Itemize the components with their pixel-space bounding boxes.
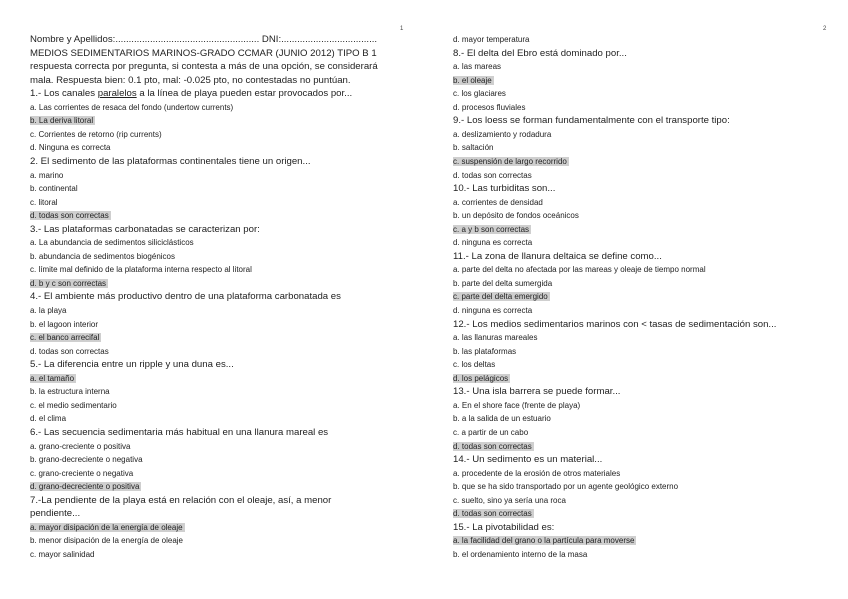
line-text: a. deslizamiento y rodadura <box>453 129 552 139</box>
line-text: b. menor disipación de la energía de oleaje <box>30 536 183 546</box>
line-text: a. la playa <box>30 306 67 315</box>
highlighted-correct-answer: d. b y c son correctas <box>30 278 107 288</box>
line-text: a. procedente de la erosión de otros materiales <box>453 468 621 478</box>
line-text: d. todas son correctas <box>30 346 109 356</box>
answer-option <box>453 61 501 73</box>
line-text: 3.- Las plataformas carbonatadas se caracterizan por: <box>30 223 260 235</box>
line-text: d. mayor temperatura <box>453 35 530 44</box>
answer-option <box>453 413 551 425</box>
line-text: 14.- Un sedimento es un material... <box>453 454 603 466</box>
answer-option <box>453 142 493 154</box>
highlighted-correct-answer: d. todas son correctas <box>30 211 109 221</box>
line-text: a. La abundancia de sedimentos siliciclásticos <box>30 238 194 248</box>
highlighted-correct-answer: b. el oleaje <box>453 75 492 85</box>
answer-option <box>453 535 636 547</box>
line-text: b. las plataformas <box>453 346 517 356</box>
answer-option <box>30 237 194 249</box>
line-text: d. ninguna es correcta <box>453 306 533 315</box>
answer-option <box>30 400 117 412</box>
line-text: 10.- Las turbiditas son... <box>453 183 556 195</box>
line-text: a. Las corrientes de resaca del fondo (undertow currents) <box>30 102 234 112</box>
answer-option <box>453 481 678 493</box>
question-line <box>30 359 234 371</box>
question-line <box>30 427 328 439</box>
line-text: respuesta correcta por pregunta, si contesta a más de una opción, se considerará <box>30 61 378 73</box>
line-text: b. el ordenamiento interno de la masa <box>453 549 588 559</box>
answer-option <box>30 142 111 154</box>
answer-option <box>453 129 551 141</box>
line-text: d. Ninguna es correcta <box>30 143 111 153</box>
answer-option <box>453 170 532 182</box>
line-text: 9.- Los loess se forman fundamentalmente con el transporte tipo: <box>453 115 730 127</box>
highlighted-correct-answer: d. todas son correctas <box>453 441 532 451</box>
answer-option <box>30 386 110 398</box>
answer-option <box>30 535 183 547</box>
question-line <box>30 48 377 60</box>
question-line <box>453 522 554 534</box>
highlighted-correct-answer: c. el banco arrecifal <box>30 333 100 343</box>
highlighted-correct-answer: b. La deriva litoral <box>30 116 94 126</box>
answer-option <box>453 88 506 100</box>
line-text: a. marino <box>30 170 64 180</box>
line-text: b. grano-decreciente o negativa <box>30 455 143 465</box>
line-text: d. todas son correctas <box>453 170 532 180</box>
answer-option <box>30 251 175 263</box>
answer-option <box>30 413 66 425</box>
answer-option <box>453 346 516 358</box>
question-line <box>453 454 602 466</box>
question-line <box>453 183 555 195</box>
line-text: a. las mareas <box>453 62 502 72</box>
question-line <box>30 508 80 520</box>
answer-option <box>453 197 543 209</box>
line-text: 8.- El delta del Ebro está dominado por... <box>453 47 627 59</box>
question-line <box>30 34 377 46</box>
question-line <box>453 251 662 263</box>
answer-option <box>30 197 58 209</box>
answer-option <box>453 427 528 439</box>
answer-option <box>453 278 552 290</box>
line-text: d. ninguna es correcta <box>453 238 533 248</box>
line-text: b. que se ha sido transportado por un agente geológico externo <box>453 482 679 492</box>
question-text: 1.- Los canales <box>30 88 98 100</box>
underlined-word: paralelos <box>97 88 137 100</box>
highlighted-correct-answer: d. grano-decreciente o positiva <box>30 482 140 492</box>
answer-option <box>453 373 510 385</box>
answer-option <box>30 468 133 480</box>
line-text: c. Corrientes de retorno (rip currents) <box>30 129 162 139</box>
answer-option <box>453 210 579 222</box>
question-line <box>453 48 627 60</box>
answer-option <box>30 170 63 182</box>
highlighted-correct-answer: c. suspensión de largo recorrido <box>453 156 567 166</box>
answer-option <box>453 549 587 561</box>
answer-option <box>30 264 252 276</box>
question-line <box>30 156 311 168</box>
line-text: 5.- La diferencia entre un ripple y una duna es... <box>30 359 234 371</box>
highlighted-correct-answer: a. el tamaño <box>30 373 75 383</box>
answer-option <box>30 454 143 466</box>
answer-option <box>453 359 495 371</box>
answer-option <box>453 75 494 87</box>
answer-option <box>30 373 76 385</box>
line-text: a. parte del delta no afectada por las mareas y oleaje de tiempo normal <box>453 265 706 275</box>
line-text: c. límite mal definido de la plataforma interna respecto al litoral <box>30 265 252 275</box>
line-text: 7.-La pendiente de la playa está en relación con el oleaje, así, a menor <box>30 494 332 506</box>
highlighted-correct-answer: d. los pelágicos <box>453 373 509 383</box>
line-text: MEDIOS SEDIMENTARIOS MARINOS-GRADO CCMAR (JUNIO 2012) TIPO B 1 <box>30 47 377 59</box>
line-text: c. mayor salinidad <box>30 549 95 559</box>
question-line <box>30 224 260 236</box>
answer-option <box>30 522 185 534</box>
line-text: b. a la salida de un estuario <box>453 414 551 424</box>
page-number-right: 2 <box>823 26 827 32</box>
page-number-left: 1 <box>400 26 404 32</box>
answer-option <box>30 305 66 317</box>
line-text: c. los glaciares <box>453 89 506 99</box>
line-text: b. parte del delta sumergida <box>453 278 553 288</box>
line-text: b. abundancia de sedimentos biogénicos <box>30 251 175 261</box>
answer-option <box>453 400 580 412</box>
answer-option <box>30 102 233 114</box>
line-text: Nombre y Apellidos:...................................................... DNI:.................................... <box>30 34 378 45</box>
answer-option <box>453 102 525 114</box>
question-line <box>453 319 776 331</box>
question-line <box>30 88 352 100</box>
line-text: b. la estructura interna <box>30 387 110 397</box>
line-text: b. continental <box>30 184 78 194</box>
answer-option <box>453 495 566 507</box>
line-text: c. los deltas <box>453 360 496 370</box>
line-text: 12.- Los medios sedimentarios marinos con < tasas de sedimentación son... <box>453 318 777 330</box>
answer-option <box>453 156 569 168</box>
line-text: c. grano-creciente o negativa <box>30 468 134 478</box>
line-text: a. En el shore face (frente de playa) <box>453 400 581 410</box>
question-line <box>30 495 331 507</box>
question-line <box>30 75 351 87</box>
line-text: 2. El sedimento de las plataformas continentales tiene un origen... <box>30 155 311 167</box>
line-text: b. saltación <box>453 143 494 153</box>
answer-option <box>30 346 109 358</box>
line-text: pendiente... <box>30 508 81 520</box>
line-text: c. a partir de un cabo <box>453 427 529 437</box>
answer-option <box>30 441 131 453</box>
answer-option <box>453 224 531 236</box>
answer-option <box>453 34 529 46</box>
line-text: c. litoral <box>30 197 58 207</box>
line-text: 4.- El ambiente más productivo dentro de una plataforma carbonatada es <box>30 291 341 303</box>
question-text: a la línea de playa pueden estar provocados por... <box>136 88 353 100</box>
answer-option <box>30 129 162 141</box>
answer-option <box>30 549 94 561</box>
highlighted-correct-answer: a. mayor disipación de la energía de oleaje <box>30 522 183 532</box>
line-text: mala. Respuesta bien: 0.1 pto, mal: -0.025 pto, no contestadas no puntúan. <box>30 74 351 86</box>
highlighted-correct-answer: a. la facilidad del grano o la partícula para moverse <box>453 536 635 546</box>
line-text: 11.- La zona de llanura deltaica se define como... <box>453 250 662 262</box>
answer-option <box>30 332 101 344</box>
answer-option <box>30 278 108 290</box>
answer-option <box>453 237 532 249</box>
line-text: a. las llanuras mareales <box>453 333 538 343</box>
line-text: 6.- Las secuencia sedimentaria más habitual en una llanura mareal es <box>30 426 329 438</box>
highlighted-correct-answer: c. parte del delta emergido <box>453 292 548 302</box>
answer-option <box>30 319 98 331</box>
line-text: a. corrientes de densidad <box>453 197 543 207</box>
question-line <box>453 386 620 398</box>
answer-option <box>30 183 78 195</box>
line-text: 15.- La pivotabilidad es: <box>453 521 555 533</box>
line-text: b. un depósito de fondos oceánicos <box>453 211 579 221</box>
answer-option <box>453 508 534 520</box>
line-text: a. grano-creciente o positiva <box>30 441 131 451</box>
question-line <box>453 115 730 127</box>
answer-option <box>453 264 706 276</box>
line-text: d. procesos fluviales <box>453 102 526 112</box>
line-text: c. suelto, sino ya sería una roca <box>453 495 566 505</box>
answer-option <box>453 305 532 317</box>
line-text: c. el medio sedimentario <box>30 400 117 410</box>
line-text: d. el clima <box>30 414 67 424</box>
answer-option <box>453 291 550 303</box>
highlighted-correct-answer: d. todas son correctas <box>453 509 532 519</box>
answer-option <box>30 115 95 127</box>
highlighted-correct-answer: c. a y b son correctas <box>453 224 530 234</box>
line-text: 13.- Una isla barrera se puede formar... <box>453 386 621 398</box>
answer-option <box>453 332 537 344</box>
question-line <box>30 61 378 73</box>
line-text: b. el lagoon interior <box>30 319 99 329</box>
answer-option <box>30 481 141 493</box>
answer-option <box>453 468 620 480</box>
answer-option <box>30 210 111 222</box>
answer-option <box>453 441 534 453</box>
question-line <box>30 291 341 303</box>
